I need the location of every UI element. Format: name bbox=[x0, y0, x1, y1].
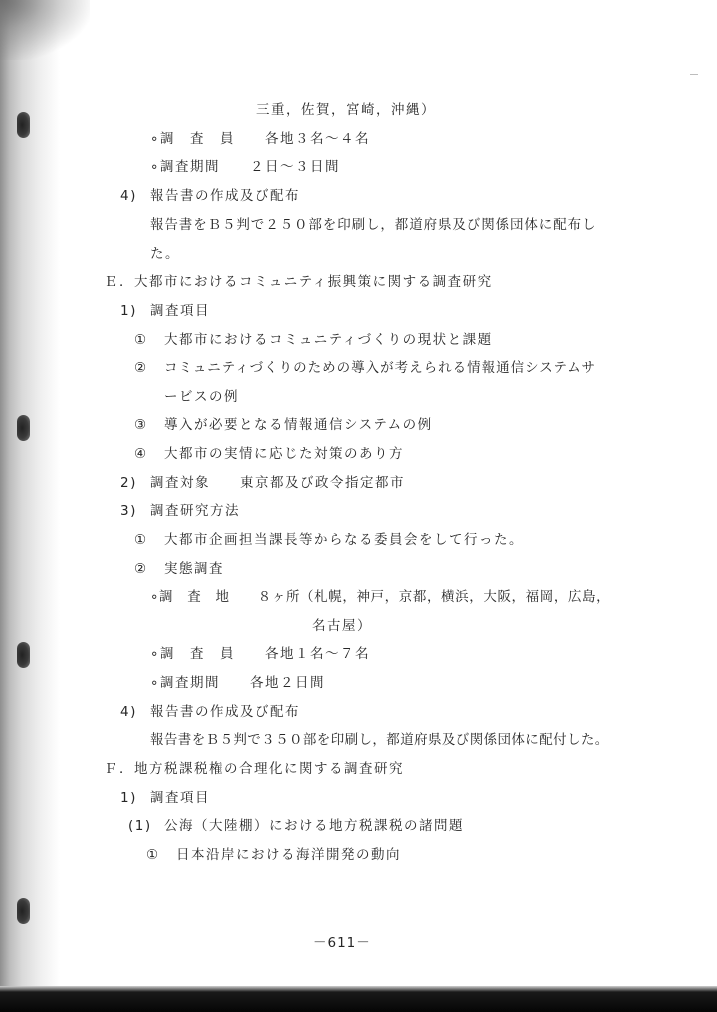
text-line: ② 実態調査 bbox=[134, 561, 224, 577]
text-line: 4) 報告書の作成及び配布 bbox=[120, 188, 300, 204]
list-marker: ① bbox=[134, 532, 148, 548]
text-line: ③ 導入が必要となる情報通信システムの例 bbox=[134, 417, 433, 433]
text-line: ① 大都市企画担当課長等からなる委員会をして行った。 bbox=[134, 532, 524, 548]
list-marker: 2) bbox=[120, 475, 137, 491]
text-line: た。 bbox=[150, 246, 180, 262]
list-marker: ② bbox=[134, 360, 148, 376]
text-line: ① 日本沿岸における海洋開発の動向 bbox=[146, 847, 401, 863]
page-number: －611－ bbox=[313, 935, 371, 951]
text-line: ④ 大都市の実情に応じた対策のあり方 bbox=[134, 446, 404, 462]
text-line: 1) 調査項目 bbox=[120, 790, 210, 806]
list-marker: 4) bbox=[120, 188, 137, 204]
list-marker: 3) bbox=[120, 503, 137, 519]
section-heading: Ｆ．地方税課税権の合理化に関する調査研究 bbox=[104, 761, 404, 777]
text-line: 名古屋） bbox=[312, 618, 372, 634]
text-line: ∘調 査 員 各地１名～７名 bbox=[150, 646, 370, 662]
list-marker: ② bbox=[134, 561, 148, 577]
text-line: ∘調査期間 各地２日間 bbox=[150, 675, 325, 691]
text-line: (1) 公海（大陸棚）における地方税課税の諸問題 bbox=[128, 818, 464, 834]
text-line: 三重，佐賀，宮崎，沖縄） bbox=[256, 102, 436, 118]
section-heading: Ｅ．大都市におけるコミュニティ振興策に関する調査研究 bbox=[104, 274, 493, 290]
text-line: ∘調 査 員 各地３名～４名 bbox=[150, 131, 370, 147]
list-marker: 1) bbox=[120, 790, 137, 806]
text-line: ② コミュニティづくりのための導入が考えられる情報通信システムサ bbox=[134, 360, 597, 376]
punch-hole bbox=[17, 898, 30, 924]
text-line: 4) 報告書の作成及び配布 bbox=[120, 704, 300, 720]
text-line: 報告書をＢ５判で３５０部を印刷し，都道府県及び関係団体に配付した。 bbox=[150, 732, 609, 748]
text-line: 3) 調査研究方法 bbox=[120, 503, 240, 519]
text-line: 1) 調査項目 bbox=[120, 303, 210, 319]
text-line: 報告書をＢ５判で２５０部を印刷し，都道府県及び関係団体に配布し bbox=[150, 217, 597, 233]
list-marker: ① bbox=[146, 847, 160, 863]
punch-hole bbox=[17, 642, 30, 668]
punch-hole bbox=[17, 112, 30, 138]
binding-shadow bbox=[0, 0, 60, 1012]
punch-hole bbox=[17, 415, 30, 441]
scan-mark bbox=[690, 74, 698, 75]
list-marker: (1) bbox=[128, 818, 152, 834]
list-marker: ① bbox=[134, 332, 148, 348]
text-line: ービスの例 bbox=[164, 389, 239, 405]
list-marker: 1) bbox=[120, 303, 137, 319]
corner-shadow bbox=[0, 0, 90, 60]
text-line: 2) 調査対象 東京都及び政令指定都市 bbox=[120, 475, 405, 491]
text-line: ∘調査期間 ２日～３日間 bbox=[150, 159, 340, 175]
list-marker: ③ bbox=[134, 417, 148, 433]
list-marker: 4) bbox=[120, 704, 137, 720]
list-marker: ④ bbox=[134, 446, 148, 462]
text-line: ① 大都市におけるコミュニティづくりの現状と課題 bbox=[134, 332, 493, 348]
scan-edge bbox=[0, 986, 717, 1012]
text-line: ∘調 査 地 ８ヶ所（札幌，神戸，京都，横浜，大阪，福岡，広島， bbox=[150, 589, 611, 605]
